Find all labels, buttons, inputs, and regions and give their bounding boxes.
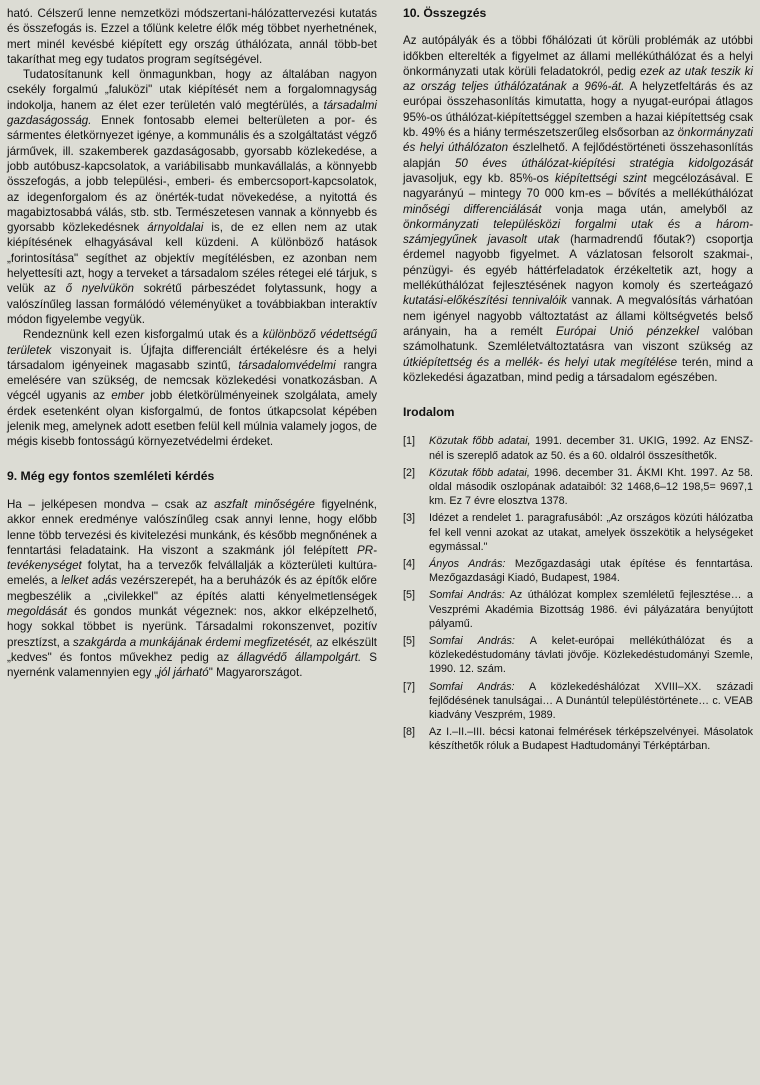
emphasis-text: megoldását: [7, 604, 67, 618]
reference-number: [1]: [403, 435, 416, 448]
text-run: sokrétű párbeszédet folytassunk, hogy a valószínűleg lassan formálódó véleményüket a továbbiakban interaktív módon figyelembe vegyük.: [7, 282, 377, 326]
text-run: rangra emelésére van szükség, de nemcsak közlekedési vonatkozásban. A végcél ugyanis az: [7, 358, 377, 403]
text-run: jobb életkörülményeinek szolgálata, amely érdek esetenként olyan kisforgalmú, de fontos útkapcsolat képében jelenik meg, amelynek adott esetben felül kell múlnia valamely jogos, de mégis kisebb fontosságú környezetvédelmi érdeket.: [7, 389, 377, 449]
text-run: vonja maga után, amelyből az: [541, 202, 753, 216]
left-column: [7, 6, 377, 680]
paragraph-asphalt-quality: [7, 497, 377, 681]
emphasis-text: Közutak főbb adatai,: [429, 435, 531, 448]
references-heading: Irodalom: [403, 405, 455, 420]
emphasis-text: önkormányzati és helyi úthálózaton: [403, 126, 753, 155]
section-9-heading: 9. Még egy fontos szemléleti kérdés: [7, 468, 215, 483]
emphasis-text: lelket adás: [61, 574, 117, 588]
reference-item: [403, 557, 753, 585]
references-list: [403, 434, 753, 753]
text-run: vannak. A megvalósítás várhatóan nem igényel nagyobb változtatást az állami költségvetés belső arányain, ha a remélt: [403, 294, 753, 338]
emphasis-text: kutatási-előkészítési tennivalóik: [403, 294, 567, 308]
text-run: A közlekedéshálózat XVIII–XX. századi fejlődésének tanulságai… A Dunántúl településtörténete… c. VEAB kiadvány Veszprém, 1989.: [429, 680, 753, 722]
text-run: Mezőgazdasági utak építése és fenntartása. Mezőgazdasági Kiadó, Budapest, 1984.: [429, 558, 753, 585]
text-run: javasoljuk, egy kb. 85%-os: [403, 171, 555, 185]
reference-item: [403, 466, 753, 509]
emphasis-text: ő nyelvükön: [65, 282, 134, 296]
emphasis-text: önkormányzati településközi forgalmi utak és a három-számjegyűnek javasolt utak: [403, 217, 753, 247]
emphasis-text: Somfai András:: [429, 635, 515, 648]
reference-number: [3]: [403, 512, 416, 525]
emphasis-text: ember: [111, 389, 145, 403]
emphasis-text: Európai Unió pénzekkel: [556, 324, 699, 338]
paragraph-continuation: ható. Célszerű lenne nemzetközi módszertani-hálózattervezési kutatás és összefogás is. Ezzel a tőlünk keletre élők még többet nyerhetnének, mert minél kevésbé kiépített egy ország úthálózata, annál több-bet takaríthat meg egy tudatos program segítségével.: [7, 7, 377, 66]
text-run: Tudatosítanunk kell önmagunkban, hogy az általában nagyon csekély forgalmú „faluközi" utak kiépítését nem a forgalomnagyság indokolja, hanem az élet ezer területén való megtérülés, a: [7, 68, 377, 112]
reference-item: [403, 634, 753, 677]
text-run: " Magyarországot.: [208, 666, 303, 680]
paragraph-social-economics: [7, 67, 377, 327]
reference-number: [2]: [403, 466, 416, 479]
emphasis-text: útkiépítettség és a mellék- és helyi utak megítélése: [403, 355, 678, 369]
emphasis-text: aszfalt minőségére: [214, 497, 315, 511]
reference-item: [403, 680, 753, 723]
text-run: Ennek fontosabb elemei belterületen a por- és sármentes életkörnyezet igénye, a kommunális és a szolgáltatást végző járművek, ill. szakemberek gazdaságosabb, gyorsabb közlekedése, a jobb autóbusz-kapcsolatok, a variábilisabb munkavállalás, a könnyebb összefogás, a jobb települési-, emberi- és embercsoport-kapcsolatok, az idegenforgalom és az önérték-tudat növekedése, a nyitottá és magabiztosabbá válás, stb. stb. Természetesen vannak a könnyebb és gyorsabb közlekedésnek: [7, 114, 377, 235]
reference-number: [5]: [403, 635, 416, 648]
emphasis-text: állagvédő állampolgárt.: [237, 650, 362, 664]
text-run: (harmadrendű főutak?) csoportja érdemel nagyobb figyelmet. A vázlatosan felsorolt szakmai-, pénzügyi- és egyéb háttérfeladatok érzékeltetik azt, hogy a mellékúthálózat fejlesztésének nagyon komoly és szerteágazó: [403, 233, 753, 293]
emphasis-text: különböző védettségű területek: [7, 328, 377, 357]
text-run: is, de ez ellen nem az utak kiépítésének elhagyásával kell küzdeni. A különböző hatások „forintosítása" segíthet az objektív megítélésben, ez azonban nem helyettesíti azt, hogy a terveket a társadalom széles rétegei elé tárjuk, s velük az: [7, 221, 377, 296]
text-run: vezérszerepét, ha a beruházók és az építők előre megbeszélik a „civilekkel" az építés alatti kényelmetlenségek: [7, 574, 377, 603]
emphasis-text: PR-tevékenységet: [7, 543, 377, 573]
text-run: Idézet a rendelet 1. paragrafusából: „Az országos közúti hálózatba fel kell venni azokat az utakat, amelyek összekötik a helységeket egymással.": [429, 512, 753, 553]
text-run: észlelhető. A fejlődéstörténeti összehasonlítás alapján: [403, 141, 753, 170]
emphasis-text: árnyoldalai: [147, 221, 204, 235]
reference-number: [4]: [403, 558, 416, 571]
emphasis-text: szakgárda a munkájának érdemi megfizetését,: [72, 635, 314, 649]
emphasis-text: társadalmi gazdaságosság.: [7, 98, 377, 128]
text-run: A kelet-európai mellékúthálózat és a közlekedéstudomány távlati jövője. Közlekedéstudományi Szemle, 1990. 12. szám.: [429, 635, 753, 676]
emphasis-text: jól járható: [158, 666, 209, 680]
text-run: 1996. december 31. ÁKMI Kht. 1997. Az 58. oldal második oszlopának adataiból: 32 1468,6–12 198,5= 9697,1 km. Ez 7 évre elosztva 1378.: [429, 466, 753, 508]
text-run: figyelnénk, akkor ennek eredménye valószínűleg csak annyi lenne, hogy előbb lenne több tervezési és kivitelezési munkánk, és később megnőnének a fenntartási feladataink. Ha viszont a szakmánk jól felépített: [7, 497, 377, 557]
reference-item: [403, 588, 753, 631]
reference-number: [8]: [403, 726, 416, 739]
text-run: viszonyait is. Újfajta differenciált értékelésre és a helyi társadalom igényeinek magasabb szintű,: [7, 343, 377, 372]
paragraph-summary: [403, 33, 753, 385]
text-run: és gondos munkát végeznek: nos, akkor elképzelhető, hogy sokkal többet is nyerünk. Társadalmi rokonszenvet, pozitív presztízst, a: [7, 604, 377, 649]
emphasis-text: társadalomvédelmi: [238, 358, 336, 372]
emphasis-text: kiépítettségi szint: [554, 171, 647, 185]
emphasis-text: Ányos András:: [429, 558, 506, 571]
reference-item: [403, 511, 753, 554]
text-run: Ha – jelképesen mondva – csak az: [7, 497, 215, 511]
text-run: 1991. december 31. UKIG, 1992. Az ENSZ-nél is szereplő adatok az 50. és a 60. oldalról összesíthetők.: [429, 435, 753, 462]
section-10-heading: 10. Összegzés: [403, 6, 487, 20]
emphasis-text: Közutak főbb adatai,: [429, 466, 530, 479]
text-run: valóban számolhatunk. Szemléletváltoztatásra van viszont szükség az: [403, 324, 753, 354]
paragraph-protected-areas: [7, 327, 377, 449]
reference-number: [5]: [403, 589, 416, 602]
emphasis-text: Somfai András:: [429, 680, 515, 693]
right-column: [403, 6, 753, 757]
emphasis-text: 50 éves úthálózat-kiépítési stratégia kidolgozását: [454, 156, 753, 170]
reference-number: [7]: [403, 680, 416, 693]
text-run: az elkészült „kedves" és fontos művekhez pedig az: [7, 635, 377, 664]
emphasis-text: ezek az utak teszik ki az ország teljes úthálózatának a 96%-át.: [403, 64, 753, 94]
text-run: terén, mind a közlekedési ágazatban, mind pedig a társadalom egészében.: [403, 355, 753, 384]
text-run: S nyernénk valamennyien egy „: [7, 650, 377, 680]
text-run: A helyzetfeltárás és az európai összehasonlítás kimutatta, hogy a nyugat-európai átlagos 95%-os úthálózat-kiépítettséggel szemben a hazai kiépítettség csak kb. 49% és a hiány természetszerűleg elsősorban az: [403, 80, 753, 140]
text-run: Az úthálózat komplex szemléletű fejlesztése… a Veszprémi Akadémia Bizottság 1986. évi pályázatára benyújtott pályamű.: [429, 589, 753, 630]
reference-item: [403, 725, 753, 753]
emphasis-text: Somfai András:: [429, 589, 505, 602]
text-run: Rendeznünk kell ezen kisforgalmú utak és a: [23, 328, 263, 342]
text-run: folytat, ha a tervezők felvállalják a közterületi kultúra-emelés, a: [7, 559, 377, 588]
text-run: Az I.–II.–III. bécsi katonai felmérések térképszelvényei. Másolatok készíthetők róluk a Budapest Hadtudományi Térképtárban.: [429, 726, 753, 753]
text-run: Az autópályák és a többi főhálózati út körüli problémák az utóbbi időkben elterelték a figyelmet az állami mellékúthálózat és a helyi önkormányzati utak körüli feladatokról, pedig: [403, 34, 753, 78]
reference-item: [403, 434, 753, 462]
text-run: megcélozásával. E nagyarányú – mintegy 70 000 km-es – bővítés a mellékúthálózat: [403, 171, 754, 201]
emphasis-text: minőségi differenciálását: [403, 202, 542, 216]
